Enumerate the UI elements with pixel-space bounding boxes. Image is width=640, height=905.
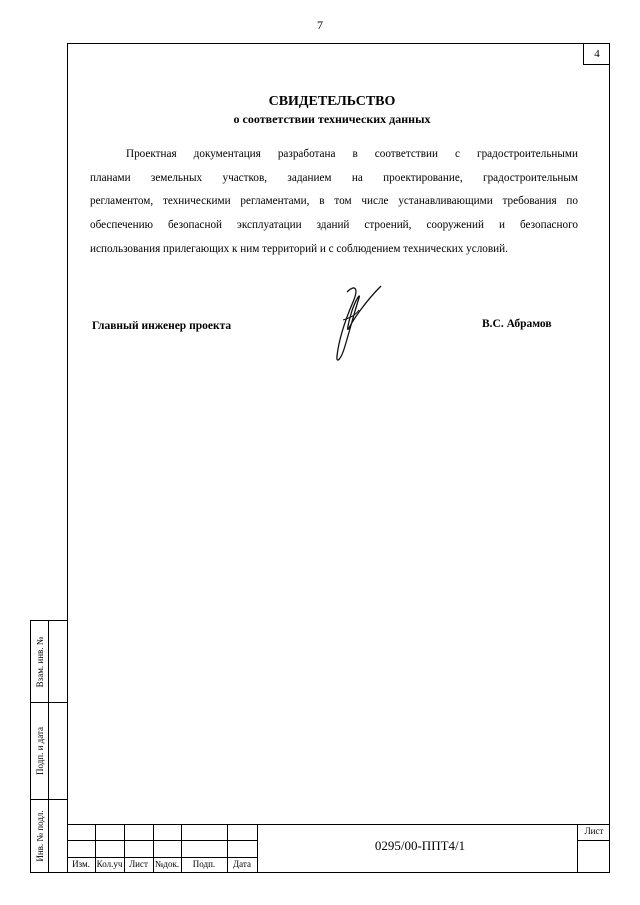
column-header: Изм.: [72, 859, 90, 869]
column-header: Дата: [233, 859, 251, 869]
signer-name: В.С. Абрамов: [482, 318, 552, 330]
handwritten-signature: [325, 280, 385, 370]
sheet-box: [577, 824, 610, 873]
side-label-signature-date: Подп. и дата: [34, 726, 45, 776]
column-header: №док.: [154, 859, 180, 869]
revision-table: [67, 825, 257, 873]
page-number: 7: [317, 18, 323, 32]
sheet-label: Лист: [584, 826, 604, 836]
side-label-replacement-inv: Взам. инв. №: [34, 636, 45, 687]
side-stamp-cell: [31, 703, 67, 800]
signer-role: Главный инженер проекта: [92, 320, 232, 332]
side-stamp-cell: [31, 800, 67, 872]
title-block: [67, 824, 610, 873]
column-header: Лист: [129, 859, 148, 869]
document-title: СВИДЕТЕЛЬСТВО: [268, 94, 396, 109]
body-line: использования прилегающих к ним территорий и с соблюдением технических условий.: [90, 242, 508, 255]
document-code: 0295/00-ППТ4/1: [374, 838, 466, 853]
body-line: регламентом, техническими регламентами, в том числе устанавливающими требования по: [90, 195, 578, 208]
body-line: планами земельных участков, заданием на проектирование, градостроительным: [90, 171, 578, 184]
document-subtitle: о соответствии технических данных: [233, 112, 431, 126]
side-stamp: [30, 620, 67, 873]
body-paragraph: [90, 143, 578, 262]
column-header: Кол.уч: [96, 859, 123, 869]
body-line: Проектная документация разработана в соответствии с градостроительными: [126, 148, 578, 160]
sheet-number: 4: [583, 43, 610, 65]
column-header: Подп.: [192, 859, 216, 869]
side-stamp-cell: [31, 621, 67, 703]
body-line: обеспечению безопасной эксплуатации зданий строений, сооружений и безопасного: [90, 219, 578, 232]
side-label-original-inv: Инв. № подл.: [34, 810, 45, 862]
